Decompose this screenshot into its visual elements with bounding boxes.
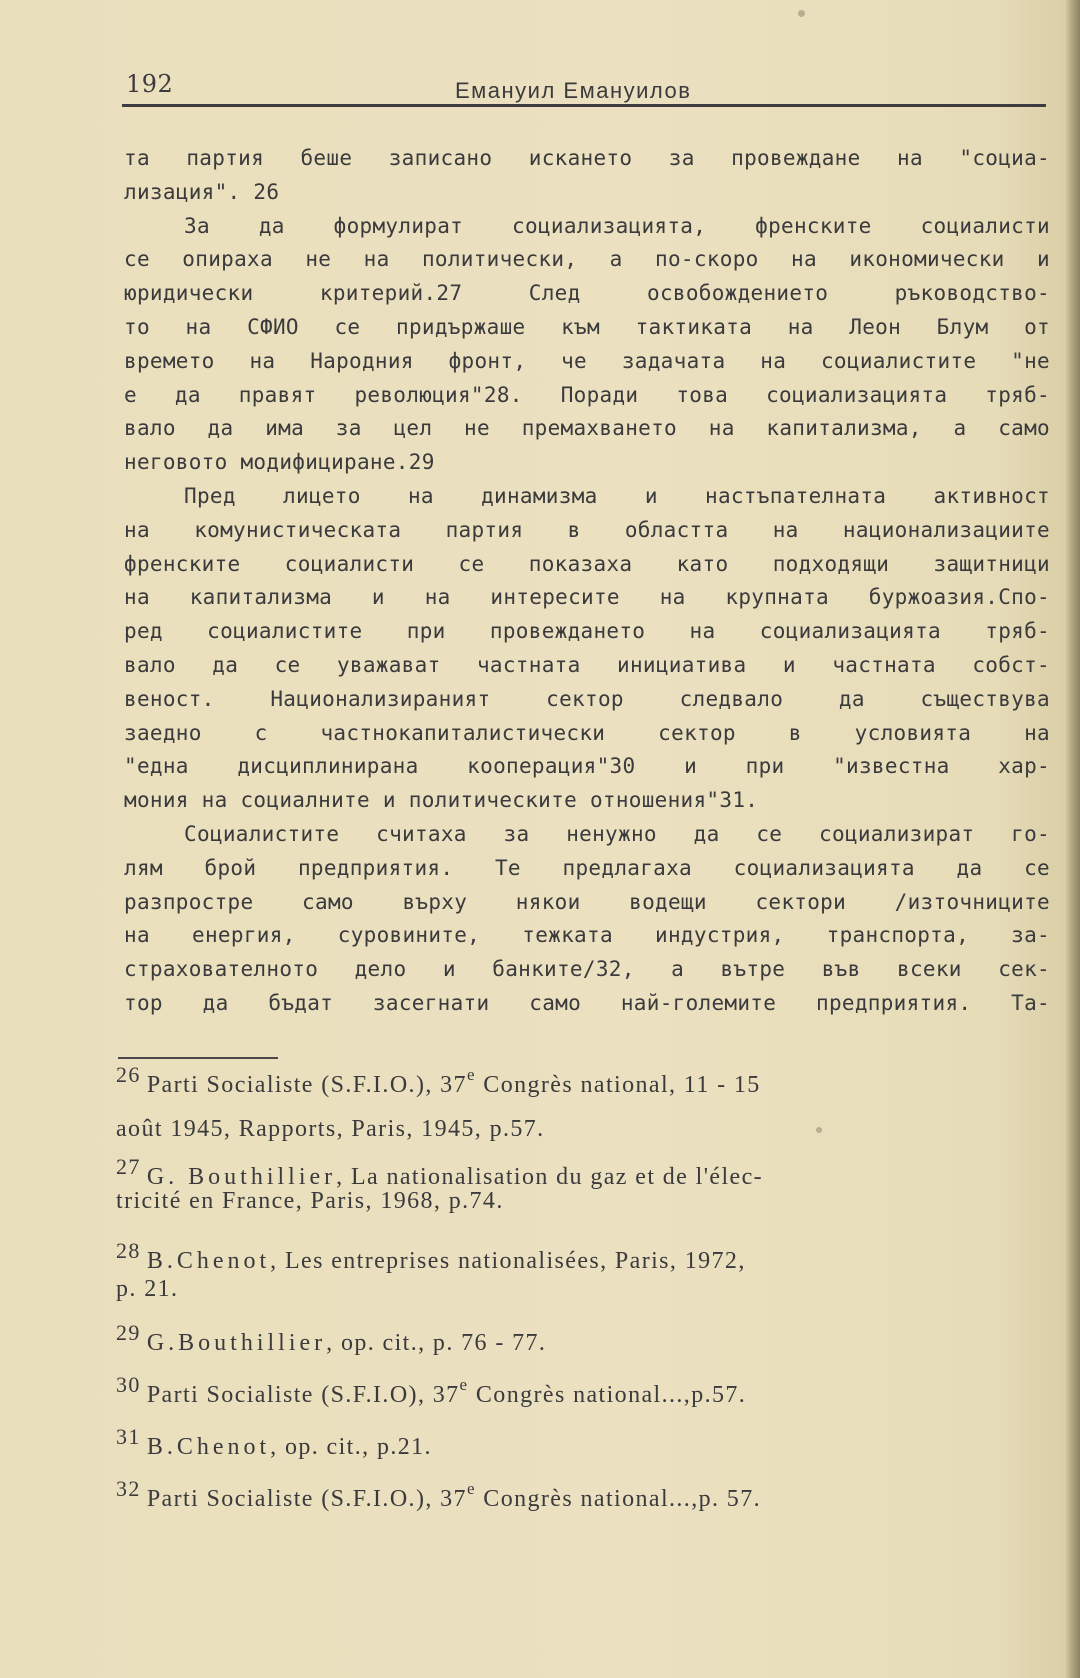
body-line: ред социалистите при провеждането на социализацията тряб-	[124, 619, 1050, 644]
footnote-author: G. Bouthillier	[146, 1164, 337, 1190]
footnote-superscript: e	[459, 1375, 469, 1394]
footnote-text: Parti Socialiste (S.F.I.O.), 37	[146, 1486, 467, 1512]
footnote-number: 29	[116, 1320, 141, 1345]
footnote-text: Parti Socialiste (S.F.I.O), 37	[146, 1382, 460, 1408]
footnote-text: Congrès national...,p.57.	[468, 1382, 747, 1408]
footnote-text: , op. cit., p. 76 - 77.	[326, 1330, 547, 1356]
body-line: неговото модифициране.29	[124, 450, 435, 475]
footnote-27	[116, 1154, 763, 1191]
body-line: на капитализма и на интересите на крупната буржоазия.Спо-	[124, 585, 1050, 610]
page-header	[120, 68, 1046, 108]
header-rule	[122, 104, 1046, 107]
scan-speck	[798, 10, 805, 17]
scan-speck	[816, 1127, 822, 1133]
running-title: Емануил Емануилов	[455, 78, 692, 103]
body-line: времето на Народния фронт, че задачата на социалистите "не	[124, 348, 1050, 373]
footnote-separator	[118, 1057, 278, 1059]
page-number: 192	[126, 70, 174, 98]
footnote-text: , La nationalisation du gaz et de l'élec-	[336, 1164, 764, 1190]
body-line: та партия беше записано искането за провеждане на "социа-	[124, 146, 1050, 170]
body-line: на енергия, суровините, тежката индустрия, транспорта, за-	[124, 923, 1050, 948]
body-line: лизация". 26	[124, 179, 280, 204]
footnote-superscript: e	[466, 1479, 476, 1498]
footnote-text: , Les entreprises nationalisées, Paris, 1972,	[270, 1248, 746, 1274]
body-line: е да правят революция"28. Поради това социализацията тряб-	[124, 382, 1050, 407]
body-line: на комунистическата партия в областта на национализациите	[124, 517, 1050, 542]
footnote-number: 28	[116, 1238, 141, 1263]
footnote-31	[116, 1424, 432, 1461]
footnote-text: Congrès national...,p. 57.	[475, 1486, 762, 1512]
body-line: вало да се уважават частната инициатива и частната собст-	[124, 652, 1050, 677]
footnote-author: B.Chenot	[146, 1248, 271, 1274]
body-line: заедно с частнокапиталистически сектор в условията на	[124, 720, 1050, 745]
footnote-26	[116, 1062, 761, 1099]
footnote-superscript: e	[466, 1065, 476, 1084]
footnote-29	[116, 1320, 546, 1357]
footnote-30	[116, 1372, 746, 1409]
page-edge-shadow	[1064, 0, 1080, 1678]
footnote-author: G.Bouthillier	[146, 1330, 327, 1356]
footnote-text: Congrès national, 11 - 15	[475, 1072, 761, 1098]
body-line: тор да бъдат засегнати само най-големите предприятия. Та-	[124, 990, 1050, 1015]
footnote-number: 31	[116, 1424, 141, 1449]
body-line: разпростре само върху някои водещи сектори /източниците	[124, 889, 1050, 914]
body-line: "една дисциплинирана кооперация"30 и при "известна хар-	[124, 754, 1050, 779]
footnote-28	[116, 1238, 746, 1275]
body-line: За да формулират социализацията, френските социалисти	[184, 213, 1050, 238]
footnote-number: 30	[116, 1372, 141, 1397]
footnote-text: Parti Socialiste (S.F.I.O.), 37	[146, 1072, 467, 1098]
footnote-author: B.Chenot	[146, 1434, 271, 1460]
footnote-text: , op. cit., p.21.	[270, 1434, 432, 1460]
body-line: страхователното дело и банките/32, а вътре във всеки сек-	[124, 957, 1050, 982]
footnote-number: 32	[116, 1476, 141, 1501]
footnote-27-cont: tricité en France, Paris, 1968, p.74.	[116, 1188, 504, 1214]
body-line: то на СФИО се придържаше към тактиката на Леон Блум от	[124, 314, 1050, 339]
body-line: юридически критерий.27 След освобождението ръководство-	[124, 281, 1050, 306]
body-line: лям брой предприятия. Те предлагаха социализацията да се	[124, 855, 1050, 880]
footnote-26-cont: août 1945, Rapports, Paris, 1945, p.57.	[116, 1116, 545, 1142]
body-line: веност. Национализираният сектор следвало да съществува	[124, 686, 1050, 711]
footnote-number: 26	[116, 1062, 141, 1087]
footnote-32	[116, 1476, 761, 1513]
body-text	[124, 142, 1050, 1021]
footnote-28-cont: p. 21.	[116, 1276, 179, 1302]
body-line: Пред лицето на динамизма и настъпателната активност	[184, 483, 1050, 508]
body-line: се опираха не на политически, а по-скоро на икономически и	[124, 247, 1050, 272]
footnote-number: 27	[116, 1154, 141, 1179]
body-line: Социалистите считаха за ненужно да се социализират го-	[184, 821, 1050, 846]
body-line: вало да има за цел не премахването на капитализма, а само	[124, 416, 1050, 441]
body-line: френските социалисти се показаха като подходящи защитници	[124, 551, 1050, 576]
body-line: мония на социалните и политическите отношения"31.	[124, 788, 759, 813]
